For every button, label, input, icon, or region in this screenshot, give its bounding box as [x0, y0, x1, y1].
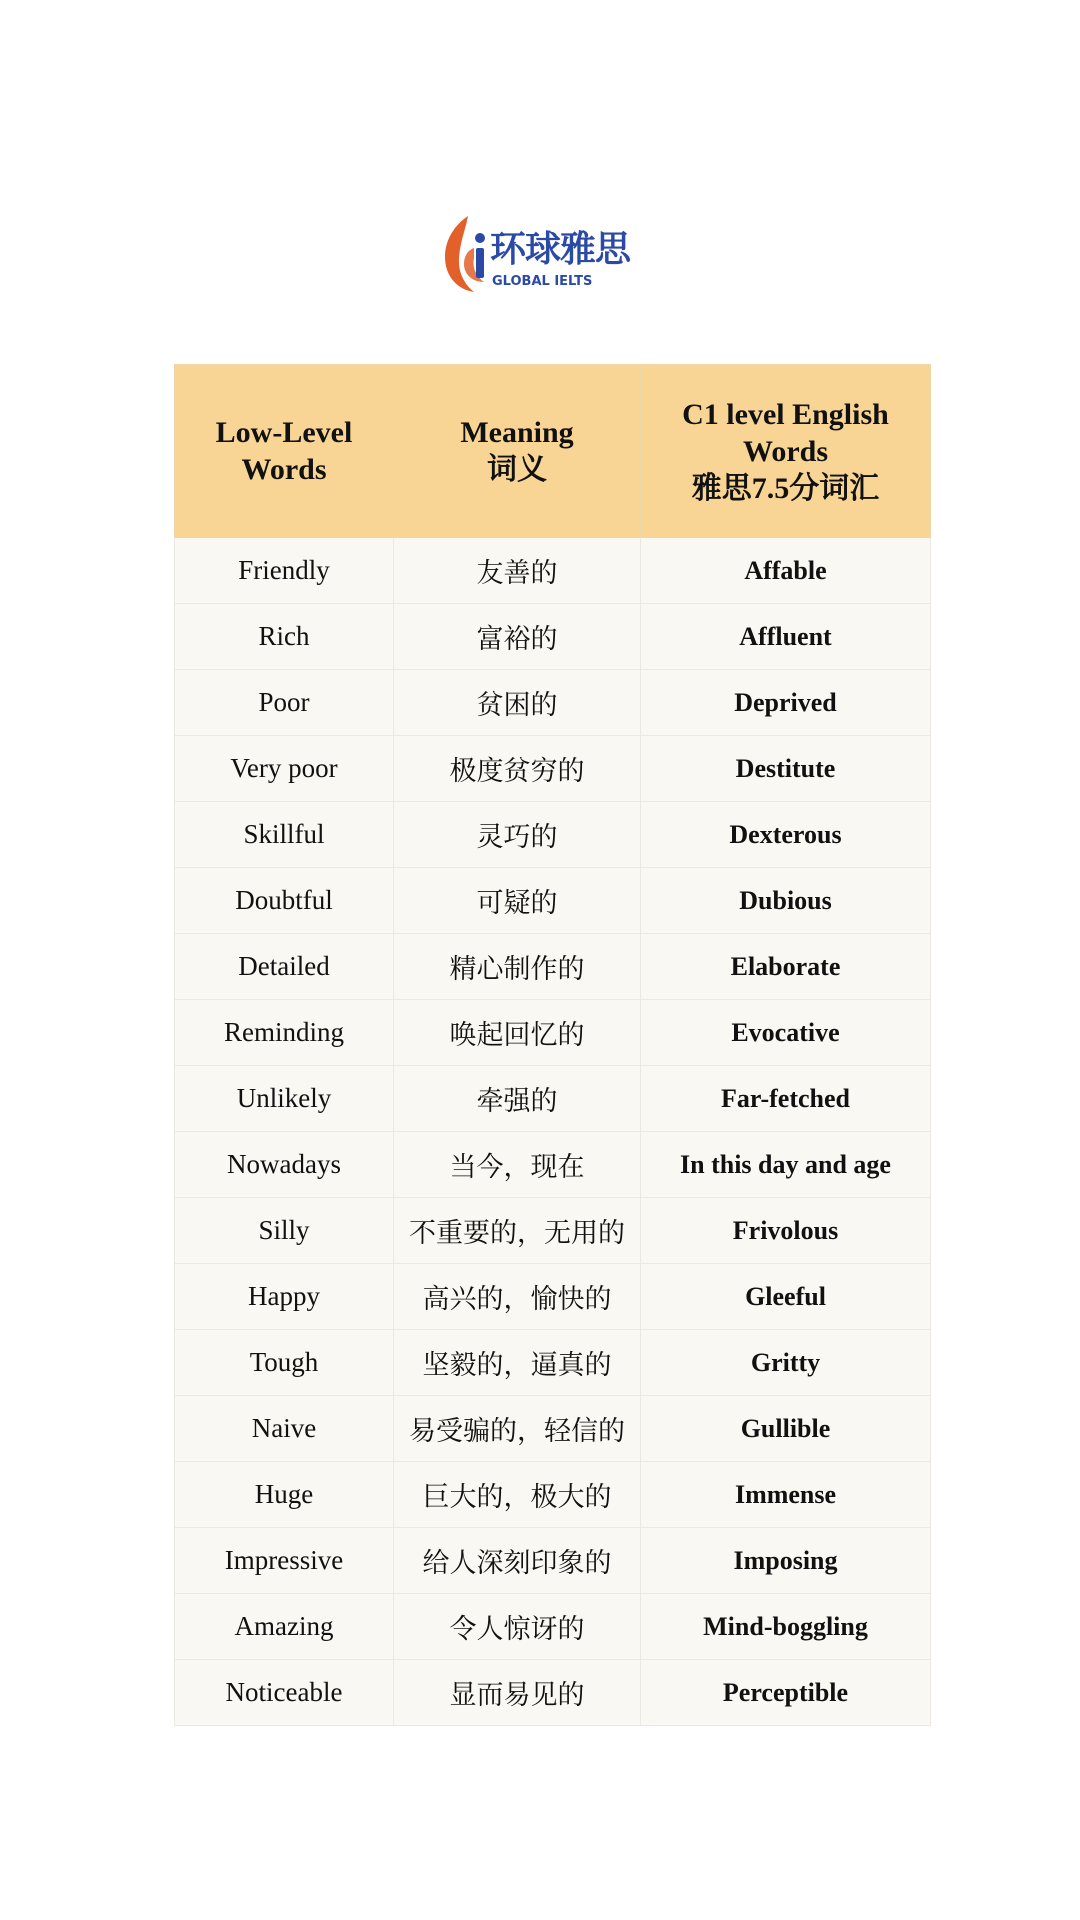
header-line: Low-Level — [215, 416, 353, 449]
cell-meaning: 坚毅的，逼真的 — [394, 1330, 641, 1396]
header-line: C1 level English — [682, 397, 889, 431]
cell-meaning: 友善的 — [394, 538, 641, 604]
table-row — [175, 1660, 931, 1726]
cell-meaning: 令人惊讶的 — [394, 1594, 641, 1660]
cell-low-level-word: Poor — [175, 670, 394, 736]
cell-low-level-word: Amazing — [175, 1594, 394, 1660]
table-body — [175, 538, 931, 1726]
table-header-row — [175, 365, 931, 538]
table-row — [175, 1462, 931, 1528]
cell-low-level-word: Friendly — [175, 538, 394, 604]
header-line: Meaning — [460, 416, 574, 449]
header-meaning — [394, 365, 641, 538]
cell-low-level-word: Nowadays — [175, 1132, 394, 1198]
table-row — [175, 934, 931, 1000]
cell-low-level-word: Skillful — [175, 802, 394, 868]
cell-meaning: 牵强的 — [394, 1066, 641, 1132]
table-row — [175, 1330, 931, 1396]
cell-low-level-word: Very poor — [175, 736, 394, 802]
cell-c1-word: Perceptible — [641, 1660, 931, 1726]
cell-meaning: 唤起回忆的 — [394, 1000, 641, 1066]
cell-c1-word: Dexterous — [641, 802, 931, 868]
vocabulary-table — [174, 364, 931, 1726]
header-line: Words — [742, 434, 829, 468]
table-row — [175, 1594, 931, 1660]
cell-c1-word: Imposing — [641, 1528, 931, 1594]
cell-meaning: 易受骗的，轻信的 — [394, 1396, 641, 1462]
cell-low-level-word: Noticeable — [175, 1660, 394, 1726]
cell-c1-word: Gullible — [641, 1396, 931, 1462]
logo-english-text: GLOBAL IELTS — [492, 274, 593, 289]
cell-low-level-word: Rich — [175, 604, 394, 670]
header-c1-words — [641, 365, 931, 538]
table-row — [175, 604, 931, 670]
global-ielts-logo — [440, 212, 640, 296]
cell-meaning: 富裕的 — [394, 604, 641, 670]
table-row — [175, 1528, 931, 1594]
table-row — [175, 1000, 931, 1066]
cell-meaning: 不重要的，无用的 — [394, 1198, 641, 1264]
cell-meaning: 给人深刻印象的 — [394, 1528, 641, 1594]
table-row — [175, 538, 931, 604]
cell-low-level-word: Detailed — [175, 934, 394, 1000]
cell-low-level-word: Unlikely — [175, 1066, 394, 1132]
cell-low-level-word: Happy — [175, 1264, 394, 1330]
header-line: Words — [241, 453, 327, 486]
header-line: 词义 — [487, 453, 547, 486]
header-line: 雅思7.5分词汇 — [691, 471, 880, 505]
cell-c1-word: Far-fetched — [641, 1066, 931, 1132]
table-row — [175, 1132, 931, 1198]
cell-c1-word: Destitute — [641, 736, 931, 802]
cell-meaning: 精心制作的 — [394, 934, 641, 1000]
cell-c1-word: In this day and age — [641, 1132, 931, 1198]
cell-low-level-word: Reminding — [175, 1000, 394, 1066]
table-row — [175, 736, 931, 802]
cell-c1-word: Deprived — [641, 670, 931, 736]
cell-c1-word: Gleeful — [641, 1264, 931, 1330]
cell-c1-word: Affluent — [641, 604, 931, 670]
header-low-level-words — [175, 365, 394, 538]
cell-low-level-word: Impressive — [175, 1528, 394, 1594]
cell-c1-word: Affable — [641, 538, 931, 604]
cell-meaning: 当今，现在 — [394, 1132, 641, 1198]
cell-low-level-word: Silly — [175, 1198, 394, 1264]
cell-c1-word: Evocative — [641, 1000, 931, 1066]
cell-low-level-word: Tough — [175, 1330, 394, 1396]
table-row — [175, 1066, 931, 1132]
cell-meaning: 灵巧的 — [394, 802, 641, 868]
table-row — [175, 868, 931, 934]
cell-low-level-word: Doubtful — [175, 868, 394, 934]
cell-c1-word: Elaborate — [641, 934, 931, 1000]
cell-meaning: 显而易见的 — [394, 1660, 641, 1726]
logo-chinese-text: 环球雅思 — [490, 229, 631, 270]
cell-c1-word: Mind-boggling — [641, 1594, 931, 1660]
table-row — [175, 802, 931, 868]
cell-low-level-word: Naive — [175, 1396, 394, 1462]
cell-low-level-word: Huge — [175, 1462, 394, 1528]
cell-meaning: 巨大的，极大的 — [394, 1462, 641, 1528]
table-row — [175, 1396, 931, 1462]
table-row — [175, 1264, 931, 1330]
cell-c1-word: Dubious — [641, 868, 931, 934]
cell-meaning: 贫困的 — [394, 670, 641, 736]
cell-c1-word: Immense — [641, 1462, 931, 1528]
cell-meaning: 可疑的 — [394, 868, 641, 934]
table-row — [175, 1198, 931, 1264]
table-row — [175, 670, 931, 736]
cell-meaning: 高兴的，愉快的 — [394, 1264, 641, 1330]
cell-c1-word: Gritty — [641, 1330, 931, 1396]
cell-meaning: 极度贫穷的 — [394, 736, 641, 802]
cell-c1-word: Frivolous — [641, 1198, 931, 1264]
logo-mark-icon — [440, 212, 490, 296]
